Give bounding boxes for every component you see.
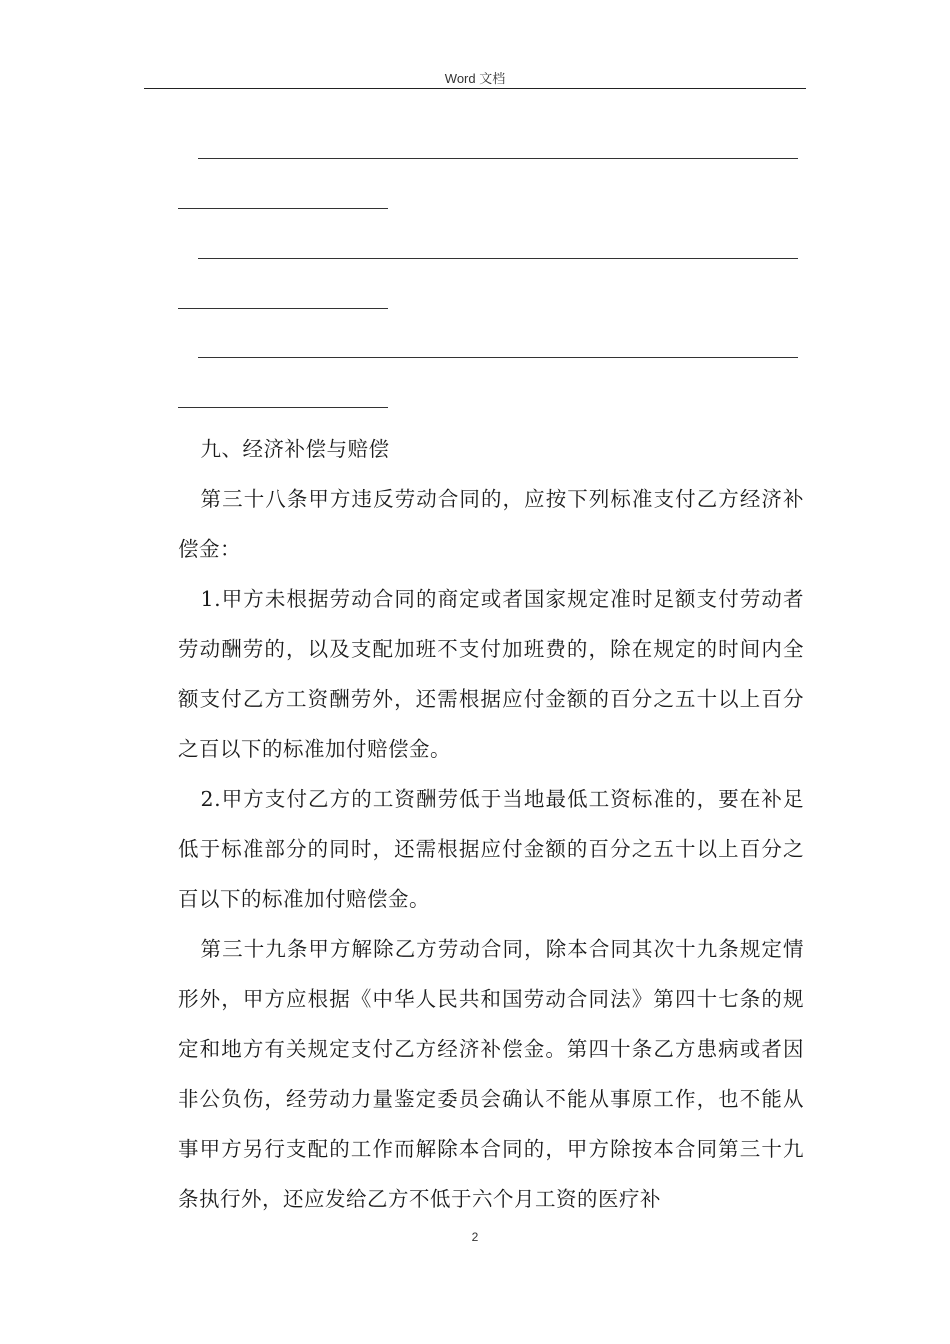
blank-fill-line [178,407,388,408]
section-heading: 九、经济补偿与赔偿 [200,437,390,461]
document-body [178,424,804,1224]
body-paragraph: 第三十九条甲方解除乙方劳动合同，除本合同其次十九条规定情形外，甲方应根据《中华人民共和国劳动合同法》第四十七条的规定和地方有关规定支付乙方经济补偿金。第四十条乙方患病或者因非公负伤，经劳动力量鉴定委员会确认不能从事原工作，也不能从事甲方另行支配的工作而解除本合同的，甲方除按本合同第三十九条执行外，还应发给乙方不低于六个月工资的医疗补 [178,937,804,1211]
page-number: 2 [471,1230,479,1244]
blank-fill-line [198,258,798,259]
body-paragraph: 第三十八条甲方违反劳动合同的，应按下列标准支付乙方经济补偿金： [178,487,804,561]
blank-fill-line [178,308,388,309]
body-paragraph: 1.甲方未根据劳动合同的商定或者国家规定准时足额支付劳动者劳动酬劳的，以及支配加班不支付加班费的，除在规定的时间内全额支付乙方工资酬劳外，还需根据应付金额的百分之五十以上百分之百以下的标准加付赔偿金。 [178,587,804,761]
blank-fill-line [178,208,388,209]
header-divider [144,88,806,89]
body-paragraph: 2.甲方支付乙方的工资酬劳低于当地最低工资标准的，要在补足低于标准部分的同时，还需根据应付金额的百分之五十以上百分之百以下的标准加付赔偿金。 [178,787,804,911]
page-header-title: Word 文档 [444,71,506,86]
blank-fill-line [198,158,798,159]
blank-fill-line [198,357,798,358]
